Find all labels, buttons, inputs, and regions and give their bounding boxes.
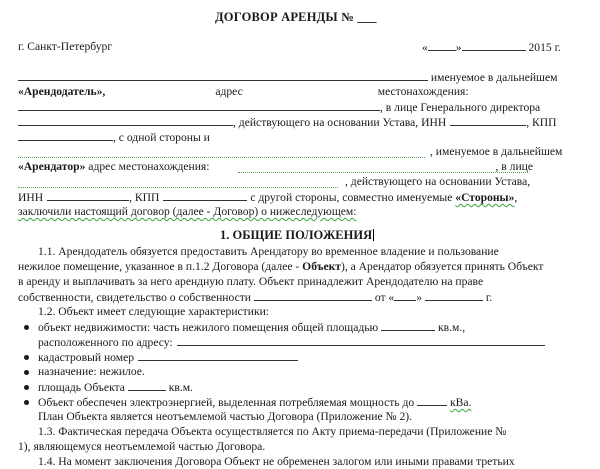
city-line: г. Санкт-Петербург — [18, 40, 113, 53]
landlord-address-line: «Арендодатель», адрес местонахождения: — [18, 85, 469, 98]
clause-1-1: 1.1. Арендодатель обязуется предоставить Арендатору во временное владение и пользование — [38, 245, 499, 258]
object-size-line: площадь Объекта кв.м. — [38, 381, 193, 394]
clause-1-2: 1.2. Объект имеет следующие характеристики: — [38, 305, 270, 318]
bullet-icon — [24, 325, 29, 330]
clause-1-3: 1.3. Фактическая передача Объекта осуществляется по Акту приема-передачи (Приложение № — [38, 425, 507, 438]
date-line: « » 2015 г. — [422, 41, 561, 54]
concluded-line: заключили настоящий договор (далее - Договор) о нижеследующем: — [18, 205, 357, 218]
section-title: 1. ОБЩИЕ ПОЛОЖЕНИЯ — [220, 228, 373, 242]
bullet-icon — [24, 355, 29, 360]
tenant-inn-line: ИНН , КПП с другой стороны, совместно именуемые «Стороны», — [18, 191, 518, 204]
plan-line: План Объекта является неотъемлемой частью Договора (Приложение № 2). — [38, 410, 413, 423]
grammar-underline — [238, 172, 528, 173]
tenant-name-line: , именуемое в дальнейшем — [430, 145, 563, 158]
grammar-underline — [18, 157, 425, 158]
landlord-name-line: именуемое в дальнейшем — [18, 70, 557, 85]
document-title: ДОГОВОР АРЕНДЫ № ___ — [215, 10, 377, 24]
clause-1-4: 1.4. На момент заключения Договора Объект не обременен залогом или иными правами третьих — [38, 455, 515, 468]
clause-1-1-line2: нежилое помещение, указанное в п.1.2 Договора (далее - Объект), а Арендатор обязуется принять Объект — [18, 260, 544, 273]
tenant-charter-line: , действующего на основании Устава, — [345, 175, 531, 188]
inn-line: , действующего на основании Устава, ИНН , КПП — [18, 115, 556, 130]
object-address-line: расположенного по адресу: — [38, 335, 545, 350]
object-area-line: объект недвижимости: часть нежилого помещения общей площадью кв.м., — [38, 321, 466, 334]
cadastral-line: кадастровый номер — [38, 350, 298, 365]
bullet-icon — [24, 370, 29, 375]
purpose-line: назначение: нежилое. — [38, 365, 145, 378]
text-cursor — [373, 229, 374, 241]
clause-1-1-line4: собственности, свидетельство о собственности от « » г. — [18, 291, 493, 304]
clause-1-3-line2: 1), являющемуся неотъемлемой частью Договора. — [18, 440, 266, 453]
one-side-line: , с одной стороны и — [18, 130, 210, 145]
power-line: Объект обеспечен электроэнергией, выделенная потребляемая мощность до кВа. — [38, 396, 472, 409]
director-line: , в лице Генерального директора — [18, 100, 540, 115]
grammar-underline — [18, 187, 338, 188]
clause-1-1-line3: в аренду и выплачивать за него арендную плату. Объект принадлежит Арендодателю на праве — [18, 275, 484, 288]
bullet-icon — [24, 385, 29, 390]
bullet-icon — [24, 400, 29, 405]
tenant-address-line: «Арендатор» адрес местонахождения: , в лице — [18, 160, 533, 173]
